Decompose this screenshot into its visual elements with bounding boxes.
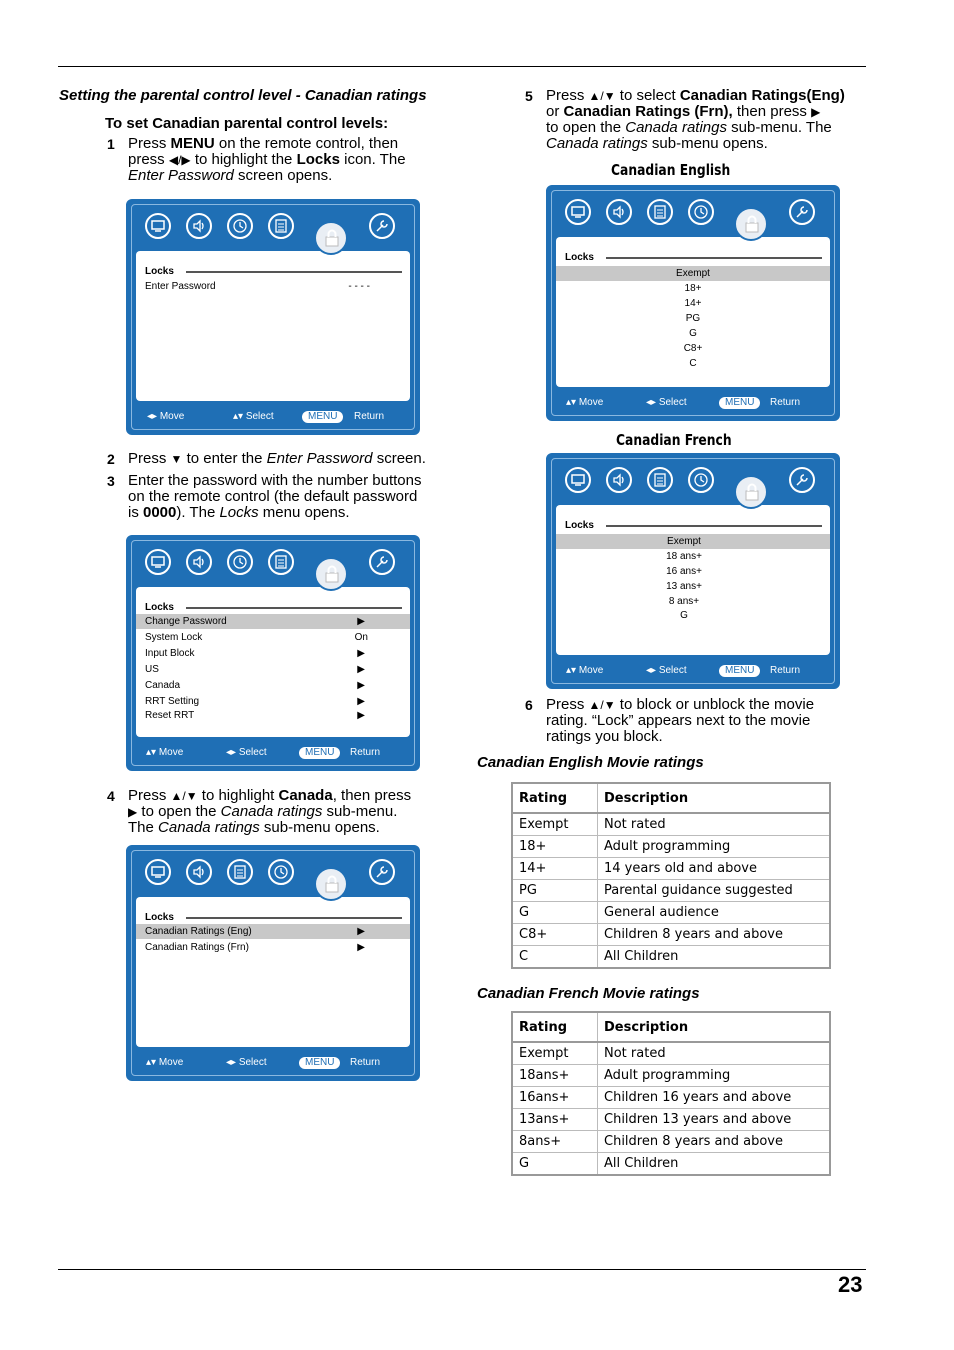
rating-cell: G — [512, 1153, 598, 1176]
description-cell: Children 8 years and above — [598, 1131, 831, 1153]
step-2-number: 2 — [107, 451, 115, 467]
canadian-english-ratings-table — [511, 782, 831, 969]
title-rule — [606, 525, 822, 527]
rating-item[interactable]: C8+ — [683, 343, 703, 354]
menu-item-reset-rrt[interactable]: Reset RRT ▶ — [145, 710, 365, 721]
menu-button[interactable]: MENU — [299, 1057, 340, 1069]
menu-item-system-lock[interactable]: System Lock On — [145, 632, 368, 643]
screen-footer — [136, 405, 410, 429]
column-header-rating: Rating — [512, 783, 598, 813]
wrench-icon — [369, 213, 395, 239]
menu-panel — [136, 897, 410, 1047]
column-header-description: Description — [598, 1012, 831, 1042]
clock-icon — [227, 549, 253, 575]
menu-icon-row — [128, 847, 418, 897]
audio-icon — [186, 859, 212, 885]
title-rule — [186, 607, 402, 609]
rating-item[interactable]: C — [689, 358, 697, 369]
menu-panel — [136, 251, 410, 401]
audio-icon — [606, 467, 632, 493]
top-rule — [58, 66, 866, 67]
menu-item-us[interactable]: US ▶ — [145, 664, 365, 675]
rating-item[interactable]: 14+ — [684, 298, 702, 309]
rating-item[interactable]: G — [689, 328, 697, 339]
down-arrow-icon: ▼ — [170, 452, 183, 466]
step-1-text: Press MENU on the remote control, then press ◀/▶ to highlight the Locks icon. The Enter Password screen opens. — [128, 135, 406, 184]
canada-ratings-screen — [126, 845, 420, 1081]
return-hint: Return — [350, 747, 381, 758]
step-6-text: Press ▲/▼ to block or unblock the movie rating. “Lock” appears next to the movie ratings you block. — [546, 696, 815, 745]
locks-menu-screen — [126, 535, 420, 771]
lock-icon — [734, 475, 768, 509]
rating-item[interactable]: G — [680, 610, 688, 621]
step-6-number: 6 — [525, 697, 533, 713]
wrench-icon — [789, 199, 815, 225]
tv-icon — [565, 467, 591, 493]
table-row — [512, 902, 830, 924]
description-cell: Children 13 years and above — [598, 1109, 831, 1131]
rating-cell: PG — [512, 880, 598, 902]
description-cell: Not rated — [598, 813, 831, 836]
rating-cell: 18ans+ — [512, 1065, 598, 1087]
menu-item-change-password[interactable]: Change Password ▶ — [136, 614, 410, 629]
move-hint: ◂▸ Move — [147, 411, 185, 422]
wrench-icon — [789, 467, 815, 493]
screen-footer — [136, 741, 410, 765]
menu-item-input-block[interactable]: Input Block ▶ — [145, 648, 365, 659]
description-cell: All Children — [598, 946, 831, 969]
menu-button[interactable]: MENU — [302, 411, 343, 423]
rating-cell: Exempt — [512, 813, 598, 836]
rating-item[interactable]: 16 ans+ — [666, 566, 702, 577]
description-cell: All Children — [598, 1153, 831, 1176]
title-rule — [606, 257, 822, 259]
panel-title: Locks — [565, 520, 594, 531]
rating-cell: 16ans+ — [512, 1087, 598, 1109]
lock-icon — [314, 221, 348, 255]
description-cell: Not rated — [598, 1042, 831, 1065]
return-hint: Return — [350, 1057, 381, 1068]
clock-icon — [688, 467, 714, 493]
lock-icon — [314, 557, 348, 591]
panel-title: Locks — [145, 266, 174, 277]
step-2-text: Press ▼ to enter the Enter Password screen. — [128, 450, 426, 467]
settings-list-icon — [647, 199, 673, 225]
screen-footer — [136, 1051, 410, 1075]
table-row — [512, 946, 830, 969]
move-hint: ▴▾ Move — [566, 397, 604, 408]
menu-panel — [556, 505, 830, 655]
canadian-french-ratings-table — [511, 1011, 831, 1176]
audio-icon — [186, 549, 212, 575]
settings-list-icon — [268, 213, 294, 239]
select-hint: ◂▸ Select — [646, 397, 687, 408]
move-hint: ▴▾ Move — [146, 1057, 184, 1068]
rating-cell: 13ans+ — [512, 1109, 598, 1131]
table-row — [512, 813, 830, 836]
right-arrow-icon: ▶ — [811, 105, 821, 119]
step-3-text: Enter the password with the number buttons on the remote control (the default password is 0000). The Locks menu opens. — [128, 472, 422, 521]
audio-icon — [606, 199, 632, 225]
menu-button[interactable]: MENU — [719, 665, 760, 677]
menu-icon-row — [128, 537, 418, 587]
wrench-icon — [369, 859, 395, 885]
up-down-arrows-icon: ▲/▼ — [588, 89, 616, 103]
rating-item[interactable]: 13 ans+ — [666, 581, 702, 592]
rating-cell: 14+ — [512, 858, 598, 880]
settings-list-icon — [268, 549, 294, 575]
table-row — [512, 1042, 830, 1065]
clock-icon — [268, 859, 294, 885]
panel-title: Locks — [145, 912, 174, 923]
menu-panel — [556, 237, 830, 387]
rating-item[interactable]: PG — [685, 313, 701, 324]
enter-password-row[interactable]: Enter Password - - - - — [145, 281, 370, 292]
table-row — [512, 858, 830, 880]
select-hint: ▴▾ Select — [233, 411, 274, 422]
table-frn-title: Canadian French Movie ratings — [477, 985, 700, 1002]
rating-cell: 18+ — [512, 836, 598, 858]
return-hint: Return — [770, 397, 801, 408]
rating-item[interactable]: Exempt — [556, 266, 830, 281]
description-cell: Parental guidance suggested — [598, 880, 831, 902]
description-cell: General audience — [598, 902, 831, 924]
description-cell: 14 years old and above — [598, 858, 831, 880]
clock-icon — [688, 199, 714, 225]
clock-icon — [227, 213, 253, 239]
menu-panel — [136, 587, 410, 737]
screen-footer — [556, 391, 830, 415]
up-down-arrows-icon: ▲/▼ — [588, 698, 616, 712]
rating-cell: G — [512, 902, 598, 924]
table-row — [512, 1065, 830, 1087]
description-cell: Adult programming — [598, 1065, 831, 1087]
audio-icon — [186, 213, 212, 239]
column-header-rating: Rating — [512, 1012, 598, 1042]
screen-footer — [556, 659, 830, 683]
title-rule — [186, 917, 402, 919]
menu-icon-row — [548, 455, 838, 505]
step-4-text: Press ▲/▼ to highlight Canada, then press ▶ to open the Canada ratings sub-menu. The Canada ratings sub-menu opens. — [128, 787, 412, 836]
tv-icon — [565, 199, 591, 225]
select-hint: ◂▸ Select — [646, 665, 687, 676]
panel-title: Locks — [565, 252, 594, 263]
description-cell: Children 8 years and above — [598, 924, 831, 946]
tv-icon — [145, 549, 171, 575]
step-5-number: 5 — [525, 88, 533, 104]
panel-title: Locks — [145, 602, 174, 613]
return-hint: Return — [354, 411, 385, 422]
step-1-number: 1 — [107, 136, 115, 152]
table-row — [512, 1153, 830, 1176]
table-row — [512, 1109, 830, 1131]
return-hint: Return — [770, 665, 801, 676]
table-row — [512, 1087, 830, 1109]
settings-list-icon — [647, 467, 673, 493]
rating-cell: 8ans+ — [512, 1131, 598, 1153]
caption-canadian-french: Canadian French — [616, 431, 732, 449]
left-right-arrows-icon: ◀/▶ — [168, 153, 191, 167]
select-hint: ◂▸ Select — [226, 1057, 267, 1068]
rating-cell: Exempt — [512, 1042, 598, 1065]
menu-item-rrt-setting[interactable]: RRT Setting ▶ — [145, 696, 365, 707]
table-row — [512, 924, 830, 946]
step-5-text: Press ▲/▼ to select Canadian Ratings(Eng) or Canadian Ratings (Frn), then press ▶ to open the Canada ratings sub-menu. The Canada ratings sub-menu opens. — [546, 87, 845, 152]
menu-item-canadian-ratings-frn[interactable]: Canadian Ratings (Frn) ▶ — [145, 942, 365, 953]
menu-item-canadian-ratings-eng[interactable]: Canadian Ratings (Eng) ▶ — [136, 924, 410, 939]
settings-list-icon — [227, 859, 253, 885]
step-3-number: 3 — [107, 473, 115, 489]
table-body — [512, 1042, 830, 1175]
menu-button[interactable]: MENU — [299, 747, 340, 759]
rating-item[interactable]: 18+ — [684, 283, 702, 294]
column-header-description: Description — [598, 783, 831, 813]
table-row — [512, 880, 830, 902]
rating-cell: C8+ — [512, 924, 598, 946]
menu-item-canada[interactable]: Canada ▶ — [145, 680, 365, 691]
rating-cell: C — [512, 946, 598, 969]
lock-icon — [314, 867, 348, 901]
tv-icon — [145, 859, 171, 885]
menu-icon-row — [128, 201, 418, 251]
caption-canadian-english: Canadian English — [611, 161, 731, 179]
enter-password-screen — [126, 199, 420, 435]
move-hint: ▴▾ Move — [566, 665, 604, 676]
tv-icon — [145, 213, 171, 239]
rating-item[interactable]: Exempt — [556, 534, 830, 549]
bottom-rule — [58, 1269, 866, 1270]
right-arrow-icon: ▶ — [128, 805, 138, 819]
table-eng-title: Canadian English Movie ratings — [477, 754, 704, 771]
description-cell: Adult programming — [598, 836, 831, 858]
rating-item[interactable]: 18 ans+ — [666, 551, 702, 562]
section-title: Setting the parental control level - Canadian ratings — [59, 87, 427, 104]
table-row — [512, 1131, 830, 1153]
canadian-french-screen — [546, 453, 840, 689]
description-cell: Children 16 years and above — [598, 1087, 831, 1109]
table-row — [512, 836, 830, 858]
up-down-arrows-icon: ▲/▼ — [170, 789, 198, 803]
title-rule — [186, 271, 402, 273]
rating-item[interactable]: 8 ans+ — [668, 596, 700, 607]
page-number: 23 — [838, 1272, 863, 1297]
lock-icon — [734, 207, 768, 241]
table-body — [512, 813, 830, 968]
step-4-number: 4 — [107, 788, 115, 804]
subhead: To set Canadian parental control levels: — [105, 115, 389, 132]
select-hint: ◂▸ Select — [226, 747, 267, 758]
wrench-icon — [369, 549, 395, 575]
menu-button[interactable]: MENU — [719, 397, 760, 409]
move-hint: ▴▾ Move — [146, 747, 184, 758]
menu-icon-row — [548, 187, 838, 237]
canadian-english-screen — [546, 185, 840, 421]
